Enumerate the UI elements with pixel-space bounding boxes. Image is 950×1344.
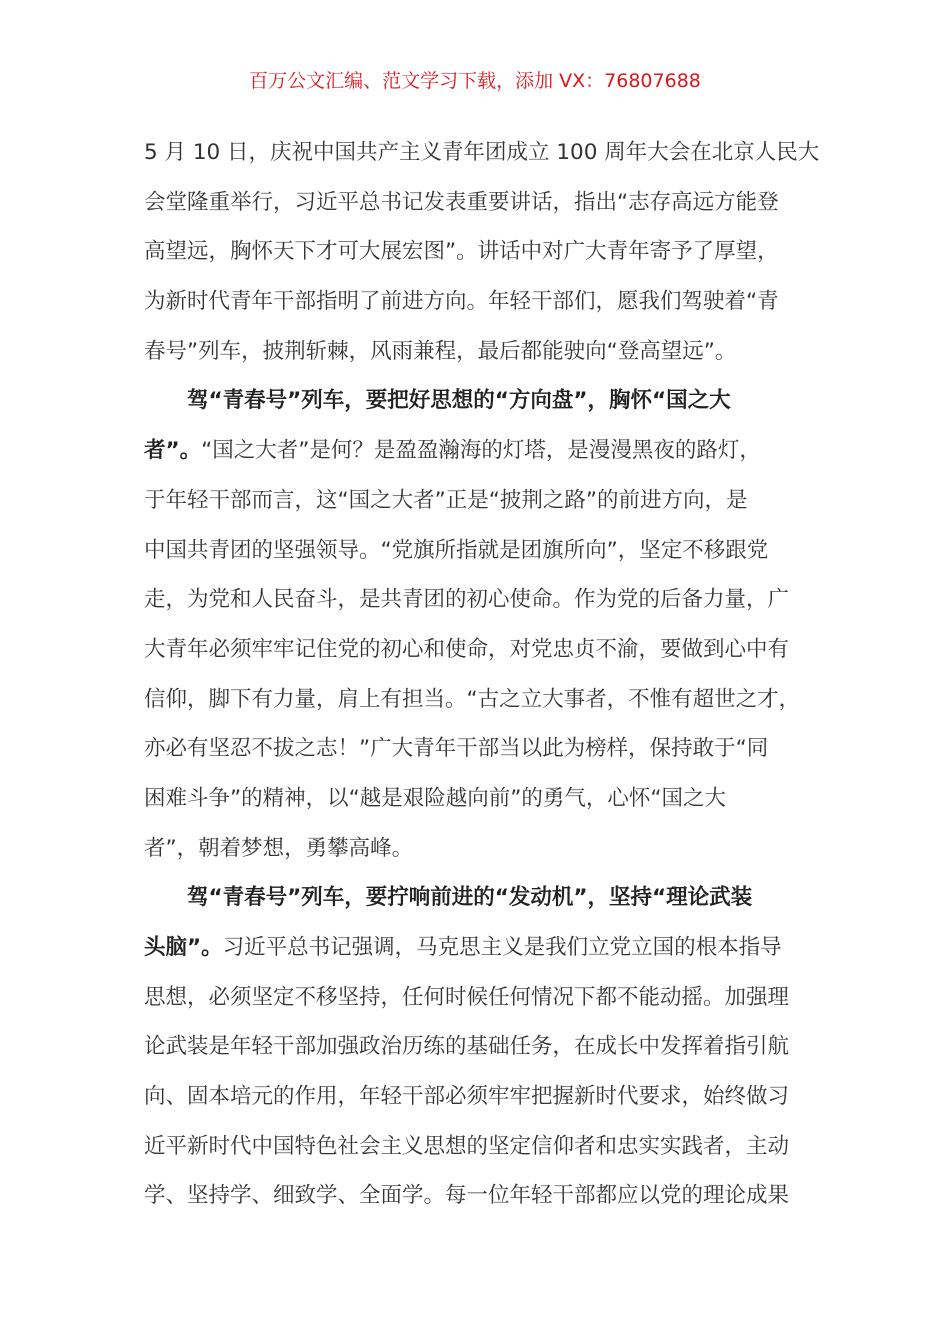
line-text: 论武装是年轻干部加强政治历练的基础任务，在成长中发挥着指引航 <box>144 1034 790 1060</box>
line-text: 为新时代青年干部指明了前进方向。年轻干部们，愿我们驾驶着“青 <box>144 289 779 315</box>
text-line <box>144 526 808 576</box>
text-line <box>144 923 808 973</box>
line-text: 者”，朝着梦想，勇攀高峰。 <box>144 835 414 861</box>
line-text: 学、坚持学、细致学、全面学。每一位年轻干部都应以党的理论成果 <box>144 1183 790 1209</box>
text-line <box>144 675 808 725</box>
line-text: 高望远，胸怀天下才可大展宏图”。讲话中对广大青年寄予了厚望， <box>144 239 779 265</box>
text-line <box>144 724 808 774</box>
text-line <box>144 426 808 476</box>
text-line <box>144 575 808 625</box>
text-line <box>144 1171 808 1221</box>
line-text: 亦必有坚忍不拔之志！”广大青年干部当以此为榜样，保持敢于“同 <box>144 736 769 762</box>
section-heading-line <box>144 873 808 923</box>
line-text: 近平新时代中国特色社会主义思想的坚定信仰者和忠实实践者，主动 <box>144 1133 790 1159</box>
section-heading: 者”。 <box>144 438 202 464</box>
line-text: 于年轻干部而言，这“国之大者”正是“披荆之路”的前进方向，是 <box>144 487 748 513</box>
text-line <box>144 476 808 526</box>
line-text: 大青年必须牢牢记住党的初心和使命，对党忠贞不渝，要做到心中有 <box>144 636 790 662</box>
line-text: “国之大者”是何？是盈盈瀚海的灯塔，是漫漫黑夜的路灯， <box>201 438 761 464</box>
text-line <box>144 178 808 228</box>
text-line <box>144 1022 808 1072</box>
text-line <box>144 1072 808 1122</box>
line-text: 会堂隆重举行，习近平总书记发表重要讲话，指出“志存高远方能登 <box>144 189 779 215</box>
line-text: 困难斗争”的精神，以“越是艰险越向前”的勇气，心怀“国之大 <box>144 785 727 811</box>
text-line <box>144 128 820 178</box>
line-text: 思想，必须坚定不移坚持，任何时候任何情况下都不能动摇。加强理 <box>144 984 790 1010</box>
text-line <box>144 625 808 675</box>
text-line <box>144 277 808 327</box>
section-heading: 驾“青春号”列车，要把好思想的“方向盘”，胸怀“国之大 <box>187 388 731 414</box>
line-text: 春号”列车，披荆斩棘，风雨兼程，最后都能驶向“登高望远”。 <box>144 338 737 364</box>
text-line <box>144 774 808 824</box>
line-text: 习近平总书记强调，马克思主义是我们立党立国的根本指导 <box>222 935 782 960</box>
text-line <box>144 1122 808 1172</box>
line-text: 5 月 10 日，庆祝中国共产主义青年团成立 100 周年大会在北京人民大 <box>144 140 820 165</box>
section-heading: 驾“青春号”列车，要拧响前进的“发动机”，坚持“理论武装 <box>187 885 753 911</box>
line-text: 走，为党和人民奋斗，是共青团的初心使命。作为党的后备力量，广 <box>144 587 790 613</box>
text-line <box>144 227 808 277</box>
line-text: 信仰，脚下有力量，肩上有担当。“古之立大事者，不惟有超世之才， <box>144 686 801 712</box>
line-text: 中国共青团的坚强领导。“党旗所指就是团旗所向”，坚定不移跟党 <box>144 537 769 563</box>
line-text: 向、固本培元的作用，年轻干部必须牢牢把握新时代要求，始终做习 <box>144 1084 790 1110</box>
watermark-header: 百万公文汇编、范文学习下载，添加 VX：76807688 <box>249 70 701 92</box>
text-line <box>144 327 808 377</box>
section-heading: 头脑”。 <box>144 935 223 960</box>
document-body <box>144 128 820 1221</box>
text-line <box>144 824 808 874</box>
section-heading-line <box>144 376 808 426</box>
text-line <box>144 973 808 1023</box>
